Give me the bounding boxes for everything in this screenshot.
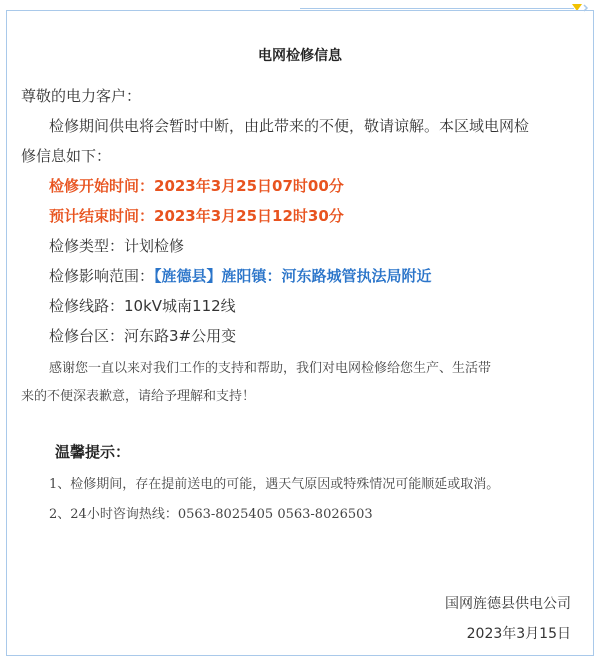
thanks-line-2: 来的不便深表歉意，请给予理解和支持！ (21, 389, 256, 404)
greeting: 尊敬的电力客户： (21, 87, 142, 105)
start-time: 检修开始时间：2023年3月25日07时00分 (49, 177, 344, 195)
maintenance-area: 检修台区：河东路3#公用变 (49, 327, 237, 345)
end-time: 预计结束时间：2023年3月25日12时30分 (49, 207, 344, 225)
notice-frame (6, 10, 594, 656)
tip-item: 1、检修期间，存在提前送电的可能，遇天气原因或特殊情况可能顺延或取消。 (49, 477, 500, 492)
signature-date: 2023年3月15日 (466, 626, 571, 642)
maintenance-route: 检修线路：10kV城南112线 (49, 297, 236, 315)
intro-line-2: 修信息如下： (21, 147, 112, 165)
top-border-line (300, 8, 574, 9)
impact-range (49, 265, 432, 286)
tips-title: 温馨提示： (55, 443, 131, 461)
thanks-line-1: 感谢您一直以来对我们工作的支持和帮助，我们对电网检修给您生产、生活带 (49, 361, 492, 376)
maintenance-type: 检修类型：计划检修 (49, 237, 185, 255)
page-title: 电网检修信息 (258, 48, 342, 64)
impact-range-label: 检修影响范围： (49, 267, 155, 285)
impact-range-value: 【旌德县】旌阳镇：河东路城管执法局附近 (154, 267, 432, 285)
intro-line-1: 检修期间供电将会暂时中断，由此带来的不便，敬请谅解。本区域电网检 (49, 117, 530, 135)
tip-item: 2、24小时咨询热线：0563-8025405 0563-8026503 (49, 507, 373, 522)
company-signature: 国网旌德县供电公司 (445, 596, 571, 612)
